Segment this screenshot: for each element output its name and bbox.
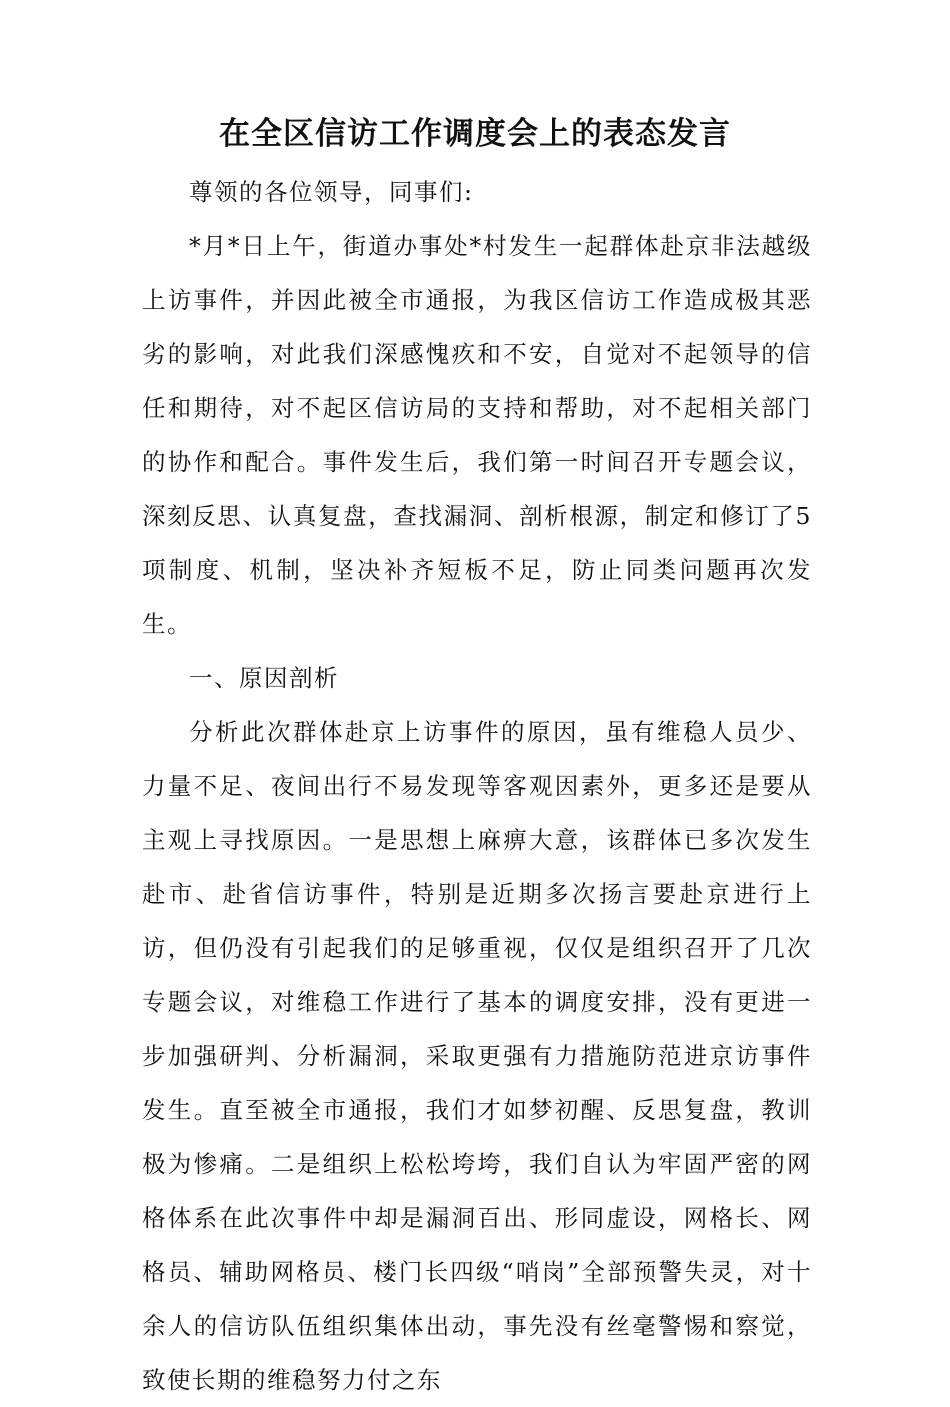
document-title: 在全区信访工作调度会上的表态发言: [219, 116, 731, 152]
paragraph: *月*日上午，街道办事处*村发生一起群体赴京非法越级上访事件，并因此被全市通报，为我区信访工作造成极其恶劣的影响，对此我们深感愧疚和不安，自觉对不起领导的信任和期待，对不起区信访局的支持和帮助，对不起相关部门的协作和配合。事件发生后，我们第一时间召开专题会议，深刻反思、认真复盘，查找漏洞、剖析根源，制定和修订了5项制度、机制，坚决补齐短板不足，防止同类问题再次发生。: [142, 232, 812, 638]
greeting-line: 尊领的各位领导，同事们:: [189, 178, 474, 206]
section-heading: 一、原因剖析: [189, 664, 339, 692]
document-body: [142, 165, 812, 1407]
paragraph: 分析此次群体赴京上访事件的原因，虽有维稳人员少、力量不足、夜间出行不易发现等客观因素外，更多还是要从主观上寻找原因。一是思想上麻痹大意，该群体已多次发生赴市、赴省信访事件，特别是近期多次扬言要赴京进行上访，但仍没有引起我们的足够重视，仅仅是组织召开了几次专题会议，对维稳工作进行了基本的调度安排，没有更进一步加强研判、分析漏洞，采取更强有力措施防范进京访事件发生。直至被全市通报，我们才如梦初醒、反思复盘，教训极为惨痛。二是组织上松松垮垮，我们自认为牢固严密的网格体系在此次事件中却是漏洞百出、形同虚设，网格长、网格员、辅助网格员、楼门长四级“哨岗”全部预警失灵，对十余人的信访队伍组织集体出动，事先没有丝毫警惕和察觉，致使长期的维稳努力付之东: [142, 718, 812, 1394]
